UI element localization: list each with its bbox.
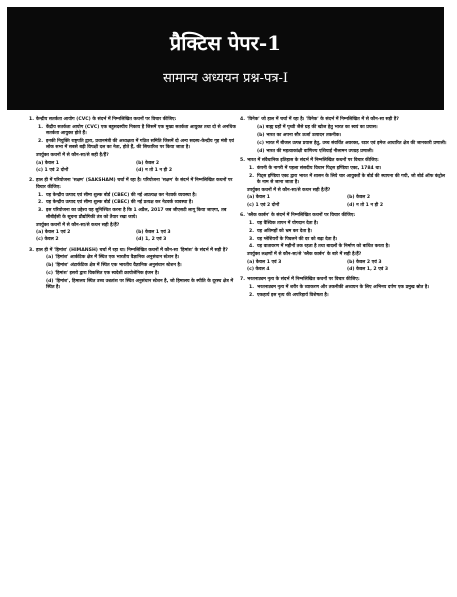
statement: 2. एकहार्य इस नृत्य की अपरिहार्य विशेषता है।: [249, 293, 329, 299]
question-text: हाल ही में 'हिमांश' (HIMANSH) चर्चा में रहा था। निम्नलिखित कथनों में कौन-सा 'हिमांश' के संदर्भ में सही है?: [36, 247, 228, 253]
options: [36, 230, 236, 245]
option[interactable]: (a) केवल 1: [247, 195, 270, 201]
option[interactable]: (d) 1, 2 एवं 3: [136, 237, 167, 243]
question-text: भरतनाट्यम नृत्य के संदर्भ में निम्नलिखित कथनों पर विचार कीजिए:: [247, 277, 360, 283]
option[interactable]: (d) भारत की महत्वाकांक्षी वाणिज्य एशियाई नीलामन उपग्रह प्रणाली।: [257, 148, 374, 154]
question-number: 3.: [29, 247, 34, 253]
option[interactable]: (d) न तो 1 न ही 2: [347, 202, 384, 208]
question-text: 'ब्लैक कार्बन' के संदर्भ में निम्नलिखित कथनों पर विचार कीजिए:: [247, 212, 356, 218]
left-column: [29, 117, 236, 295]
question-4: [240, 117, 447, 155]
question-text: भारत में संवैधानिक इतिहास के संदर्भ में निम्नलिखित कथनों पर विचार कीजिए:: [247, 157, 379, 163]
question-text: केन्द्रीय सतर्कता आयोग (CVC) के संदर्भ में निम्नलिखित कथनों पर विचार कीजिए:: [36, 117, 177, 122]
statement: 3. इस परियोजना का उद्देश्य यह सुनिश्चित करना है कि 1 अप्रैल, 2017 जब जीएसटी लागू किया जाएगा, तब सीबीईसी के सूचना प्रौद्योगिकी तंत्र को तैयार रखा जाये।: [38, 208, 227, 220]
option[interactable]: (d) 'हिमांश', हिमालय स्थित उच्च उन्नतांश पर स्थित अनुसंधान स्टेशन है, जो हिमालय के स्पीति के दूरस्थ क्षेत्र में स्थित है।: [46, 279, 234, 291]
question-ask: उपर्युक्त कथनों में से कौन-सा/से कथन सही है/हैं?: [247, 187, 331, 193]
option[interactable]: (d) केवल 1, 2 एवं 3: [347, 267, 389, 273]
option[interactable]: (c) 1 एवं 2 दोनों: [247, 202, 280, 208]
statement: 2. पिट्स इण्डिया एक्ट द्वारा भारत में शासन के लिये चार आयुक्तों के बोर्ड की स्थापना की गयी, जो बोर्ड ऑफ कंट्रोल के नाम से जाना जाता है।: [249, 173, 445, 185]
option[interactable]: (b) केवल 2: [347, 195, 371, 201]
statement: 1. कंपनी के नागरी में पहला संसदीय विधान पिट्स इण्डिया एक्ट, 1784 था।: [249, 165, 382, 171]
right-column: [240, 117, 447, 303]
option[interactable]: (d) न तो 1 न ही 2: [136, 168, 173, 174]
statement: 2. इनकी नियुक्ति राष्ट्रपति द्वारा, प्रधानमंत्री की अध्यक्षता में गठित समिति जिसमें दो अन्य सदस्य-केन्द्रीय गृह मंत्री एवं लोक सभा में सबसे बड़ी विपक्षी दल का नेता, होते हैं, की सिफारिश पर किया जाता है।: [38, 139, 234, 151]
statement: 1. यह केन्द्रीय उत्पाद एवं सीमा शुल्क बोर्ड (CBEC) की नई अप्रत्यक्ष कर नेटवर्क व्यवस्था है।: [38, 192, 197, 198]
option[interactable]: (c) भारत में बीजल उत्पन्न प्रयास हेतु, उच्च संवर्धित अवरक्त, रडार एवं इमेज आधारित क्षेत्र की जानकारी प्रणाली।: [257, 140, 447, 146]
question-number: 4.: [240, 117, 245, 122]
option[interactable]: (a) केवल 1 एवं 2: [36, 229, 71, 235]
question-ask: उपर्युक्त कथनों में से कौन-सा/से कथन सही है/हैं?: [36, 222, 120, 228]
option[interactable]: (b) केवल 2: [136, 160, 160, 166]
question-number: 1.: [29, 117, 34, 122]
question-3: [29, 248, 236, 292]
options: [247, 195, 447, 210]
paper-subtitle: सामान्य अध्ययन प्रश्न-पत्र-I: [162, 71, 289, 86]
question-number: 7.: [240, 277, 245, 283]
question-number: 2.: [29, 178, 34, 184]
option[interactable]: (b) केवल 2 एवं 3: [347, 259, 382, 265]
question-ask: उपर्युक्त लक्षणों में से कौन-सा/से 'ब्लैक कार्बन' के बारे में सही है/हैं?: [247, 252, 362, 258]
question-text: 'विनेक' जो हाल में चर्चा में रहा है। 'विनेक' के संदर्भ में निम्नलिखित में से कौन-सा सही है?: [247, 117, 399, 122]
question-ask: उपर्युक्त कथनों में से कौन-सा/से सही है/हैं?: [36, 153, 109, 159]
question-1: [29, 117, 236, 175]
option[interactable]: (c) 'हिमांश' इसरो द्वारा विकसित एक स्वदेशी क्रायोजेनिक इंजन है।: [46, 271, 160, 277]
statement: 1. भरतनाट्यम नृत्य में शरीर के व्याकरण और तकनीकी अध्ययन के लिए अभिनय दर्पण एक प्रमुख स्रोत है।: [249, 285, 430, 291]
statement: 1. यह वैश्विक तापन में योगदान देता है।: [249, 220, 319, 226]
question-number: 5.: [240, 157, 245, 163]
question-5: [240, 158, 447, 210]
option[interactable]: (a) बाह्य ग्रहों में पृथ्वी जैसे ग्रह की खोज हेतु भारत का स्वयं का प्रयास।: [257, 124, 378, 130]
statement: 1. केंद्रीय सतर्कता आयोग (CVC) एक बहुसदस्यीय निकाय है जिसमें एक मुख्य सतर्कता आयुक्त तथा दो से अनधिक सतर्कता आयुक्त होते हैं।: [38, 124, 236, 137]
paper-header: [7, 7, 444, 110]
option[interactable]: (c) 1 एवं 2 दोनों: [36, 168, 69, 174]
question-7: [240, 277, 447, 299]
options: [36, 161, 236, 176]
question-6: [240, 213, 447, 275]
question-number: 6.: [240, 212, 245, 218]
statement: 2. यह अतिमहों को भ्रम कर देता है।: [249, 228, 312, 234]
option[interactable]: (a) केवल 1 एवं 3: [247, 259, 282, 265]
option[interactable]: (a) केवल 1: [36, 160, 59, 166]
statement: 3. यह ग्लेशियरों के पिघलने की दर को बढ़ा देता है।: [249, 236, 338, 242]
paper-title: प्रैक्टिस पेपर-1: [169, 31, 282, 55]
option[interactable]: (b) केवल 1 एवं 3: [136, 229, 171, 235]
option[interactable]: (c) केवल 4: [247, 267, 270, 273]
option[interactable]: (a) 'हिमांश' आर्कटिक क्षेत्र में स्थित एक भारतीय वैज्ञानिक अनुसंधान स्टेशन है।: [46, 255, 180, 261]
option[interactable]: (b) भारत का अपना सौर ऊर्जा उत्पादन तकनीक।: [257, 132, 342, 138]
options: [247, 260, 447, 275]
option[interactable]: (c) केवल 2: [36, 237, 59, 243]
option[interactable]: (b) 'हिमांश' अंटार्कटिक क्षेत्र में स्थित एक भारतीय वैज्ञानिक अनुसंधान स्टेशन है।: [46, 263, 182, 269]
question-2: [29, 178, 236, 244]
question-text: हाल ही में परियोजना 'सक्षम' (SAKSHAM) चर्चा में रहा है। परियोजना 'सक्षम' के संदर्भ में निम्नलिखित कथनों पर विचार कीजिए:: [36, 178, 233, 190]
statement: 2. यह केन्द्रीय उत्पाद एवं सीमा शुल्क बोर्ड (CBEC) की नई प्रत्यक्ष कर नेटवर्क व्यवस्था है।: [38, 200, 194, 206]
statement: 4. यह वातावरण में महीनों तक रहता है तथा बादलों के निर्माण को बाधित करता है।: [249, 244, 390, 250]
